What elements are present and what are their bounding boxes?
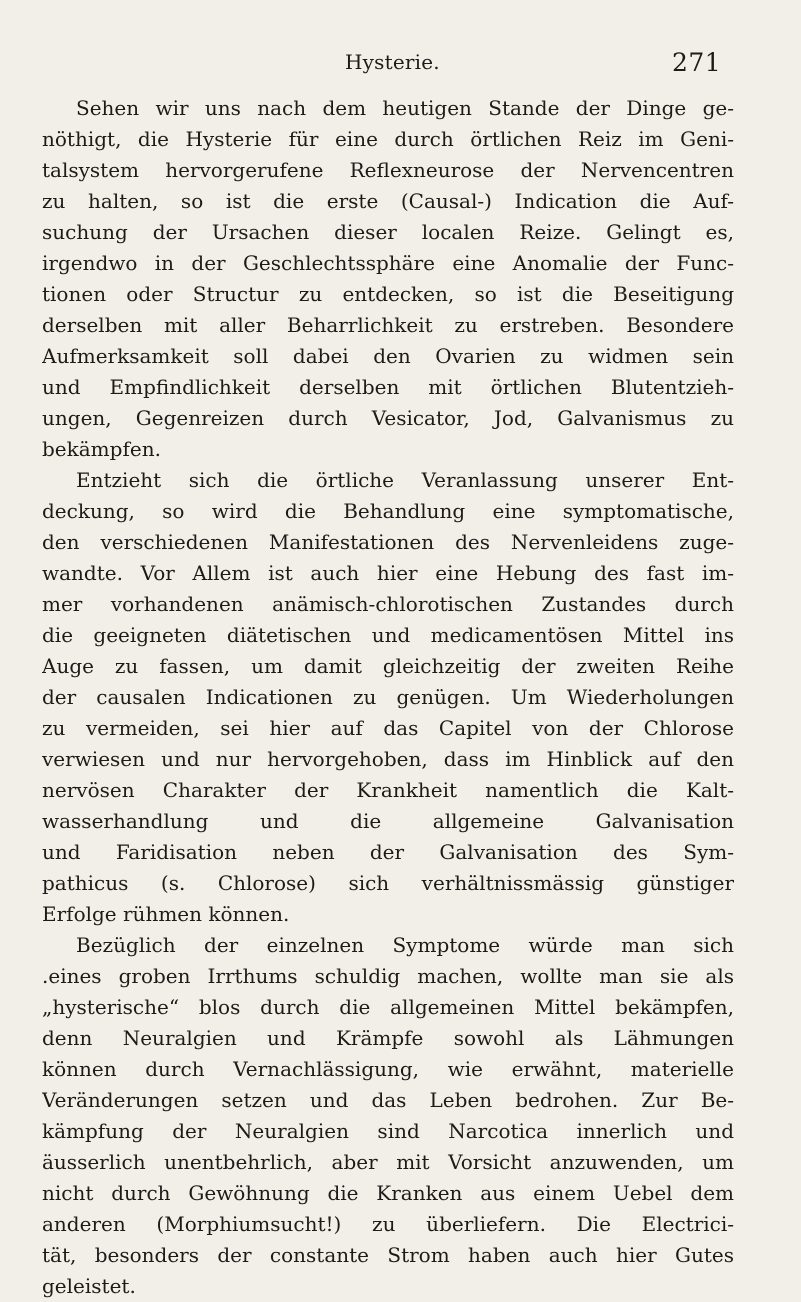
page-body: [42, 93, 734, 1302]
text-line: den verschiedenen Manifestationen des Nervenleidens zuge-: [42, 530, 734, 554]
text-line: wasserhandlung und die allgemeine Galvanisation: [42, 809, 734, 833]
text-line: Erfolge rühmen können.: [42, 902, 290, 926]
text-line: .eines groben Irrthums schuldig machen, wollte man sie als: [42, 964, 734, 988]
page-number: 271: [672, 48, 722, 77]
text-line: „hysterische“ blos durch die allgemeinen Mittel bekämpfen,: [42, 995, 734, 1019]
text-line: wandte. Vor Allem ist auch hier eine Hebung des fast im-: [42, 561, 734, 585]
text-line: Entzieht sich die örtliche Veranlassung unserer Ent-: [76, 468, 734, 492]
text-line: suchung der Ursachen dieser localen Reize. Gelingt es,: [42, 220, 734, 244]
text-line: bekämpfen.: [42, 437, 161, 461]
text-line: nicht durch Gewöhnung die Kranken aus einem Uebel dem: [42, 1181, 734, 1205]
running-head: Hysterie.: [345, 50, 440, 74]
text-line: nervösen Charakter der Krankheit namentlich die Kalt-: [42, 778, 734, 802]
text-line: die geeigneten diätetischen und medicamentösen Mittel ins: [42, 623, 734, 647]
text-line: irgendwo in der Geschlechtssphäre eine Anomalie der Func-: [42, 251, 734, 275]
text-line: tät, besonders der constante Strom haben auch hier Gutes: [42, 1243, 734, 1267]
text-line: tionen oder Structur zu entdecken, so ist die Beseitigung: [42, 282, 734, 306]
text-line: Auge zu fassen, um damit gleichzeitig der zweiten Reihe: [42, 654, 734, 678]
text-line: Veränderungen setzen und das Leben bedrohen. Zur Be-: [42, 1088, 734, 1112]
text-line: kämpfung der Neuralgien sind Narcotica innerlich und: [42, 1119, 734, 1143]
text-line: der causalen Indicationen zu genügen. Um Wiederholungen: [42, 685, 734, 709]
text-line: können durch Vernachlässigung, wie erwähnt, materielle: [42, 1057, 734, 1081]
text-line: äusserlich unentbehrlich, aber mit Vorsicht anzuwenden, um: [42, 1150, 734, 1174]
text-line: geleistet.: [42, 1274, 136, 1298]
text-line: und Faridisation neben der Galvanisation des Sym-: [42, 840, 734, 864]
text-line: anderen (Morphiumsucht!) zu überliefern. Die Electrici-: [42, 1212, 734, 1236]
text-line: Bezüglich der einzelnen Symptome würde man sich: [76, 933, 734, 957]
text-line: nöthigt, die Hysterie für eine durch örtlichen Reiz im Geni-: [42, 127, 734, 151]
text-line: ungen, Gegenreizen durch Vesicator, Jod, Galvanismus zu: [42, 406, 734, 430]
text-line: verwiesen und nur hervorgehoben, dass im Hinblick auf den: [42, 747, 734, 771]
page-header: [0, 48, 801, 82]
text-line: und Empfindlichkeit derselben mit örtlichen Blutentzieh-: [42, 375, 734, 399]
text-line: pathicus (s. Chlorose) sich verhältnissmässig günstiger: [42, 871, 734, 895]
text-line: derselben mit aller Beharrlichkeit zu erstreben. Besondere: [42, 313, 734, 337]
text-line: Sehen wir uns nach dem heutigen Stande der Dinge ge-: [76, 96, 734, 120]
text-line: talsystem hervorgerufene Reflexneurose der Nervencentren: [42, 158, 734, 182]
text-line: Aufmerksamkeit soll dabei den Ovarien zu widmen sein: [42, 344, 734, 368]
text-line: denn Neuralgien und Krämpfe sowohl als Lähmungen: [42, 1026, 734, 1050]
text-line: zu vermeiden, sei hier auf das Capitel von der Chlorose: [42, 716, 734, 740]
text-line: zu halten, so ist die erste (Causal-) Indication die Auf-: [42, 189, 734, 213]
text-line: deckung, so wird die Behandlung eine symptomatische,: [42, 499, 734, 523]
text-line: mer vorhandenen anämisch-chlorotischen Zustandes durch: [42, 592, 734, 616]
